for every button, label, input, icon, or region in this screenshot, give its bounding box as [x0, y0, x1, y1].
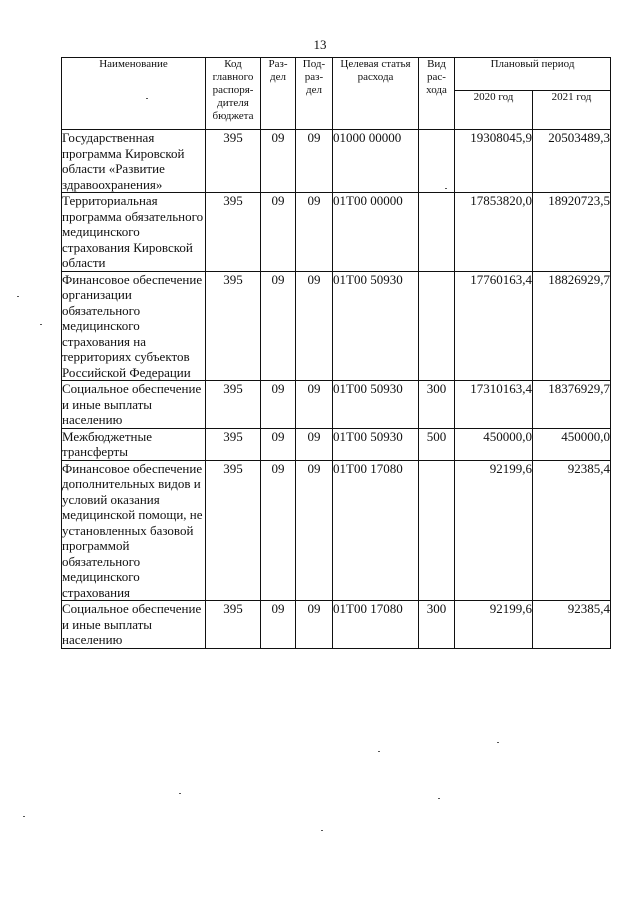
row-name: Финансовое обеспечение дополнительных видов и условий оказания медицинской помощи, не установленных базовой программой обязательного медицинского страхования: [62, 460, 206, 601]
row-section: 09: [261, 460, 296, 601]
row-section: 09: [261, 381, 296, 429]
row-code: 395: [206, 193, 261, 272]
table-row: [62, 381, 611, 429]
row-expense-type: [419, 130, 455, 193]
row-amount-2020: 17310163,4: [455, 381, 533, 429]
row-subsection: 09: [296, 428, 333, 460]
row-amount-2021: 18920723,5: [533, 193, 611, 272]
header-expense-type: Вид рас- хода: [419, 58, 455, 130]
table-header: [62, 58, 611, 130]
table-row: [62, 130, 611, 193]
row-amount-2020: 19308045,9: [455, 130, 533, 193]
row-subsection: 09: [296, 381, 333, 429]
row-target: 01Т00 17080: [333, 460, 419, 601]
page-number: 13: [313, 37, 327, 52]
row-amount-2020: 450000,0: [455, 428, 533, 460]
row-subsection: 09: [296, 130, 333, 193]
row-section: 09: [261, 601, 296, 649]
row-amount-2021: 92385,4: [533, 460, 611, 601]
row-expense-type: [419, 193, 455, 272]
row-target: 01Т00 00000: [333, 193, 419, 272]
row-code: 395: [206, 130, 261, 193]
scan-speck: [40, 324, 42, 325]
header-section: Раз- дел: [261, 58, 296, 130]
budget-table: [61, 57, 611, 649]
header-year-2021: 2021 год: [533, 91, 611, 130]
scan-speck: [497, 742, 499, 743]
header-plan-period: Плановый период: [455, 58, 611, 91]
row-subsection: 09: [296, 601, 333, 649]
header-year-2020: 2020 год: [455, 91, 533, 130]
header-code: Код главного распоря- дителя бюджета: [206, 58, 261, 130]
table-row: [62, 460, 611, 601]
row-code: 395: [206, 601, 261, 649]
row-amount-2021: 18376929,7: [533, 381, 611, 429]
scan-speck: [438, 798, 440, 799]
row-target: 01Т00 50930: [333, 428, 419, 460]
row-name: Территориальная программа обязательного медицинского страхования Кировской области: [62, 193, 206, 272]
row-expense-type: 500: [419, 428, 455, 460]
row-amount-2020: 17853820,0: [455, 193, 533, 272]
row-name: Социальное обеспечение и иные выплаты населению: [62, 601, 206, 649]
row-amount-2021: 20503489,3: [533, 130, 611, 193]
row-section: 09: [261, 193, 296, 272]
row-name: Финансовое обеспечение организации обязательного медицинского страхования на территориях субъектов Российской Федерации: [62, 271, 206, 381]
row-expense-type: 300: [419, 381, 455, 429]
row-name: Межбюджетные трансферты: [62, 428, 206, 460]
scan-speck: [445, 188, 447, 189]
row-target: 01000 00000: [333, 130, 419, 193]
row-amount-2020: 92199,6: [455, 601, 533, 649]
row-amount-2021: 450000,0: [533, 428, 611, 460]
header-target: Целевая статья расхода: [333, 58, 419, 130]
table-row: [62, 428, 611, 460]
scan-speck: [146, 98, 148, 99]
row-name: Государственная программа Кировской области «Развитие здравоохранения»: [62, 130, 206, 193]
row-code: 395: [206, 460, 261, 601]
row-target: 01Т00 50930: [333, 271, 419, 381]
row-subsection: 09: [296, 193, 333, 272]
row-amount-2021: 92385,4: [533, 601, 611, 649]
row-code: 395: [206, 428, 261, 460]
row-amount-2020: 92199,6: [455, 460, 533, 601]
row-expense-type: [419, 460, 455, 601]
row-section: 09: [261, 428, 296, 460]
row-section: 09: [261, 130, 296, 193]
table-row: [62, 601, 611, 649]
table-body: [62, 130, 611, 649]
row-code: 395: [206, 381, 261, 429]
table-row: [62, 193, 611, 272]
row-target: 01Т00 50930: [333, 381, 419, 429]
row-subsection: 09: [296, 271, 333, 381]
row-expense-type: [419, 271, 455, 381]
row-amount-2021: 18826929,7: [533, 271, 611, 381]
row-amount-2020: 17760163,4: [455, 271, 533, 381]
row-expense-type: 300: [419, 601, 455, 649]
scan-speck: [23, 816, 25, 817]
scan-speck: [17, 296, 19, 297]
table-row: [62, 271, 611, 381]
row-section: 09: [261, 271, 296, 381]
header-name: Наименование: [62, 58, 206, 130]
row-name: Социальное обеспечение и иные выплаты населению: [62, 381, 206, 429]
scan-speck: [378, 751, 380, 752]
scan-speck: [321, 830, 323, 831]
row-subsection: 09: [296, 460, 333, 601]
row-code: 395: [206, 271, 261, 381]
header-subsection: Под- раз- дел: [296, 58, 333, 130]
scan-speck: [179, 793, 181, 794]
row-target: 01Т00 17080: [333, 601, 419, 649]
